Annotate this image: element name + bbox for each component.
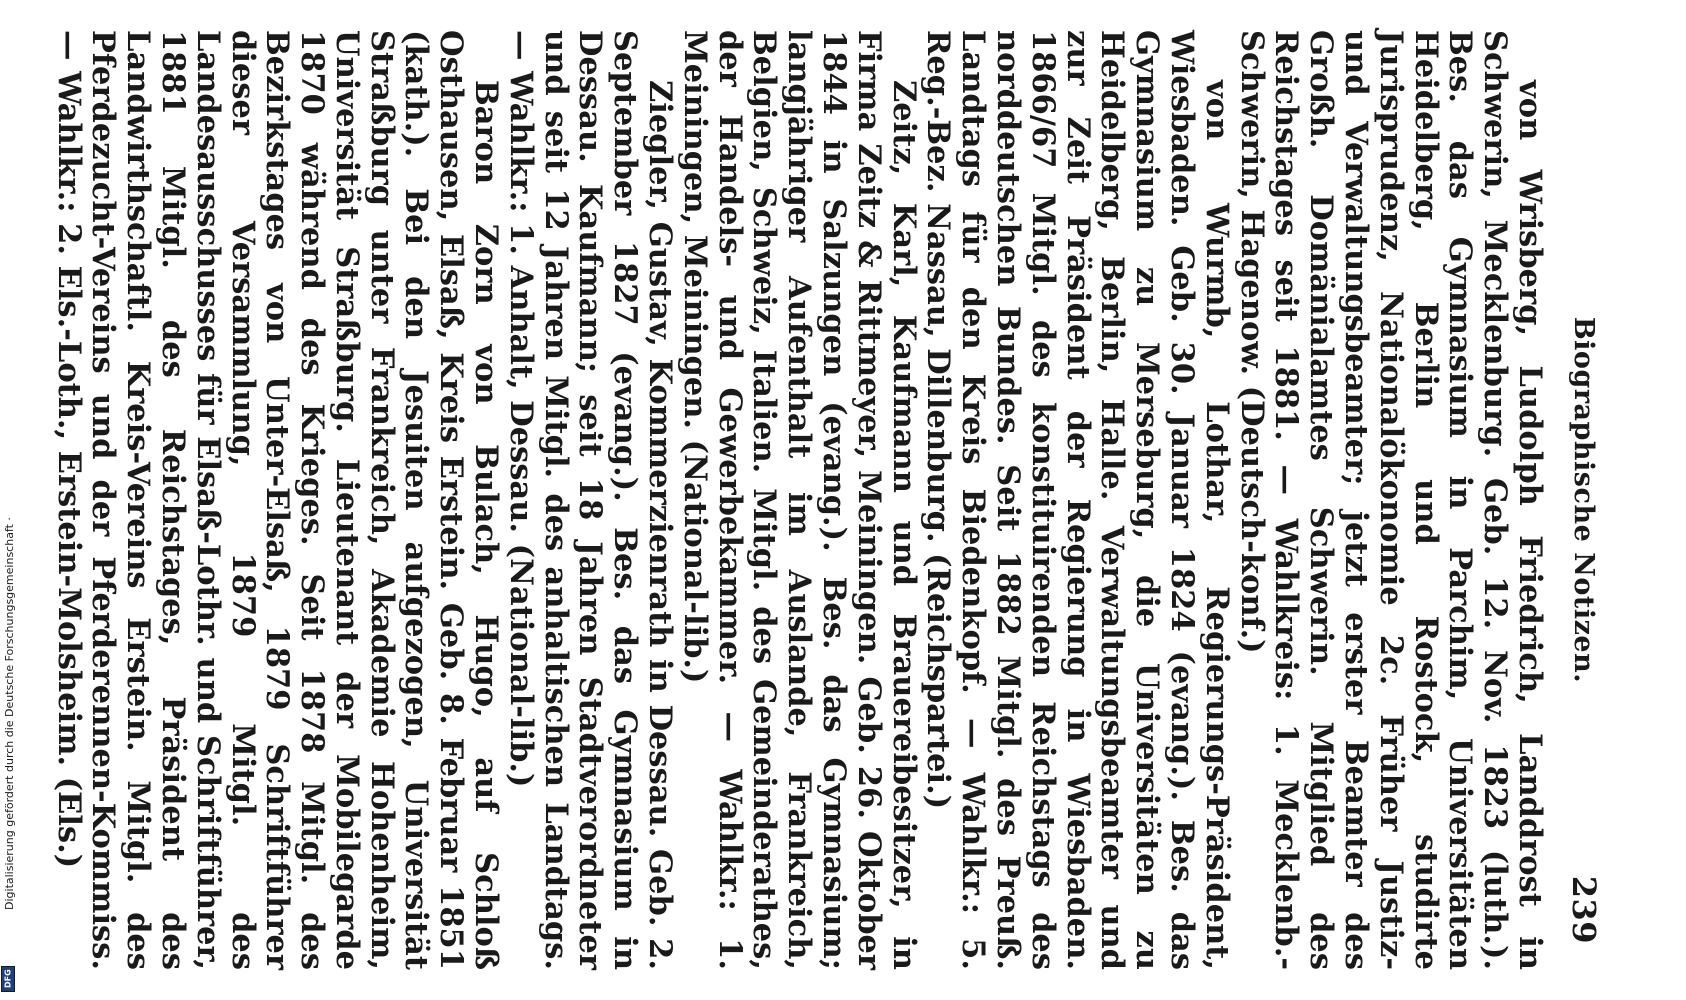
- digitization-credit-strip: [0, 0, 18, 1000]
- page-header: [1555, 30, 1605, 970]
- page-number: 239: [1565, 875, 1603, 944]
- rotated-book-page: [50, 30, 1605, 970]
- entry-ziegler: Ziegler, Gustav, Kommerzienrath in Dessau. Geb. 2. September 1827 (evang.). Bes. das Gymnasium in Dessau. Kaufmann; seit 18 Jahren Stadtverordneter und seit 12 Jahren Mitgl. des anhaltischen Landtags. — Wahlkr.: 1. Anhalt, Dessau. (National-lib.): [502, 30, 679, 970]
- running-title: Biographische Notizen.: [1568, 316, 1599, 684]
- dfg-logo: DFG: [1, 966, 15, 992]
- entry-wurmb: von Wurmb, Lothar, Regierungs-Präsident, Wiesbaden. Geb. 30. Januar 1824 (evang.). Bes. das Gymnasium zu Merseburg, die Universitäten zu Heidelberg, Berlin, Halle. Verwaltungsbeamter und zur Zeit Präsident der Regierung in Wiesbaden. 1866/67 Mitgl. des konstituirenden Reichstags des norddeutschen Bundes. Seit 1882 Mitgl. des Preuß. Landtags für den Kreis Biedenkopf. — Wahlkr.: 5. Reg.-Bez. Nassau, Dillenburg. (Reichspartei.): [920, 30, 1235, 970]
- digitization-credit: Digitalisierung gefördert durch die Deutsche Forschungsgemeinschaft ·: [3, 517, 16, 910]
- entry-zeitz: Zeitz, Karl, Kaufmann und Brauereibesitzer, in Firma Zeitz & Rittmeyer, Meiningen. Geb. 26. Oktober 1844 in Salzungen (evang.). Bes. das Gymnasium; langjähriger Aufenthalt im Auslande, Frankreich, Belgien, Schweiz, Italien. Mitgl. des Gemeinderathes, der Handels- und Gewerbekammer. — Wahlkr.: 1. Meiningen, Meiningen. (National-lib.): [676, 30, 922, 970]
- entry-wrisberg: von Wrisberg, Ludolph Friedrich, Landdrost in Schwerin, Mecklenburg. Geb. 12. Nov. 1823 (luth.). Bes. das Gymnasium in Parchim, Universitäten Heidelberg, Berlin und Rostock, studirte Jurisprudenz, Nationalökonomie 2c. Früher Justiz- und Verwaltungsbeamter; jetzt erster Beamter des Großh. Domänialamtes Schwerin. Mitglied des Reichstages seit 1881. — Wahlkreis: 1. Mecklenb.-Schwerin, Hagenow. (Deutsch-konf.): [1233, 30, 1548, 970]
- biography-entries: [51, 30, 1547, 970]
- entry-zorn-von-bulach: Baron Zorn von Bulach, Hugo, auf Schloß Osthausen, Elsaß, Kreis Erstein. Geb. 8. Februar 1851 (kath.). Bei den Jesuiten aufgezogen, Universität Straßburg unter Frankreich, Akademie Hohenheim, Universität Straßburg. Lieutenant der Mobilegarde 1870 während des Krieges. Seit 1878 Mitgl. des Bezirkstages von Unter-Elsaß, 1879 Schriftführer dieser Versammlung, 1879 Mitgl. des Landesausschusses für Elsaß-Lothr. und Schriftführer, 1881 Mitgl. des Reichstages, Präsident des Landwirthschaftl. Kreis-Vereins Erstein. Mitgl. des Pferdezucht-Vereins und der Pferderennen-Kommiss. — Wahlkr.: 2. Els.-Loth., Erstein-Molsheim. (Els.): [50, 30, 505, 970]
